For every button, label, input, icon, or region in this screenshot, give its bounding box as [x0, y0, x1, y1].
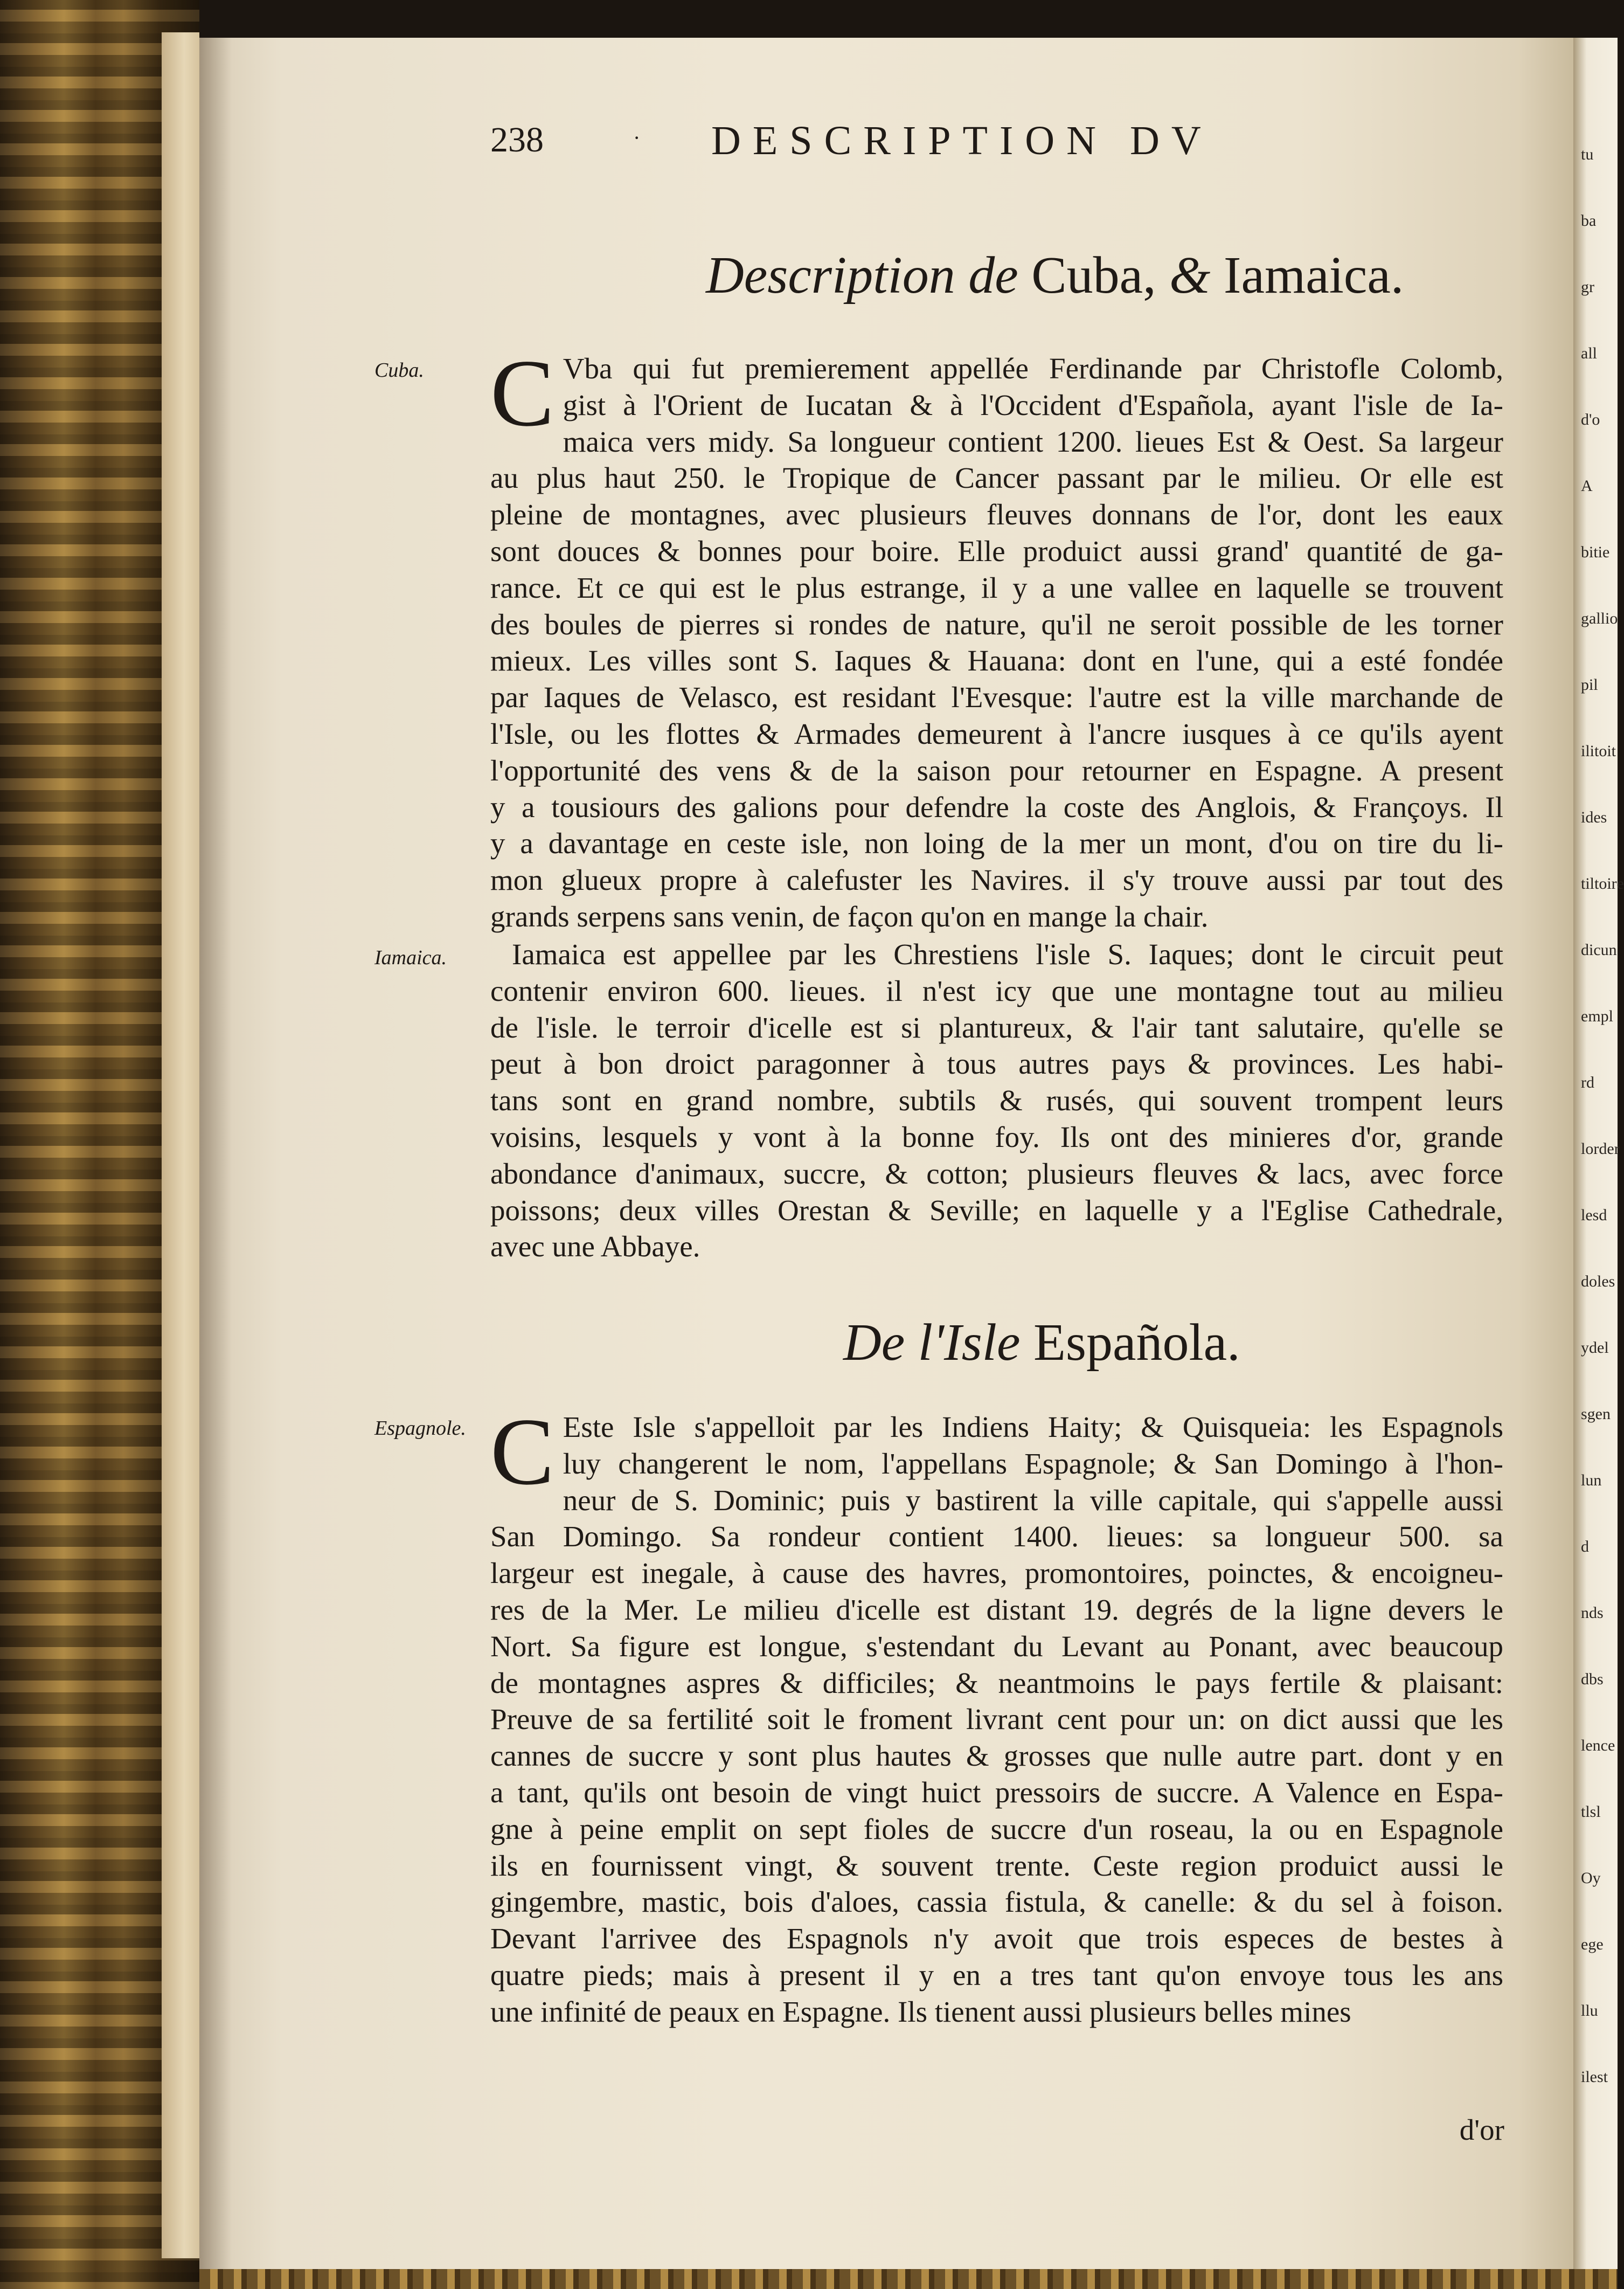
text-line: a tant, qu'ils ont besoin de vingt huict pressoirs de succre. A Valence en Espa- — [490, 1775, 1503, 1809]
text-line: neur de S. Dominic; puis y bastirent la ville capitale, qui s'appelle aussi — [563, 1483, 1503, 1517]
text-line: Vba qui fut premierement appellée Ferdinande par Christofle Colomb, — [563, 352, 1503, 385]
text-line: ils en fournissent vingt, & souvent trente. Ceste region produict aussi le — [490, 1849, 1503, 1882]
margin-note-cuba: Cuba. — [374, 359, 424, 382]
text-line: gist à l'Orient de Iucatan & à l'Occident d'Española, ayant l'isle de Ia- — [563, 388, 1503, 421]
facing-page-fragment: A — [1581, 477, 1593, 495]
text-line: Preuve de sa fertilité soit le froment livrant cent pour un: on dict aussi que les — [490, 1703, 1503, 1736]
facing-page-edge — [1573, 38, 1624, 2269]
text-line: de montagnes aspres & difficiles; & neantmoins le pays fertile & plaisant: — [490, 1666, 1503, 1699]
facing-page-fragment: sgen — [1581, 1405, 1611, 1423]
text-line: largeur est inegale, à cause des havres, promontoires, poinctes, & encoigneu- — [490, 1557, 1503, 1590]
facing-page-fragment: tu — [1581, 146, 1594, 163]
facing-page-fragment: nds — [1581, 1604, 1604, 1622]
drop-cap: C — [490, 340, 554, 446]
facing-page-fragment: ba — [1581, 212, 1597, 230]
text-line: l'Isle, ou les flottes & Armades demeurent à l'ancre iusques à ce qu'ils ayent — [490, 717, 1503, 750]
section-title-amp: & — [1169, 246, 1211, 305]
text-line: rance. Et ce qui est le plus estrange, il y a une vallee en laquelle se trouvent — [490, 571, 1503, 604]
text-line: luy changerent le nom, l'appellans Espagnole; & San Domingo à l'hon- — [563, 1447, 1503, 1480]
facing-page-fragment: lun — [1581, 1471, 1602, 1489]
section-title-espanola — [843, 1312, 1240, 1373]
facing-page-fragment: dbs — [1581, 1670, 1604, 1688]
header-dot: · — [633, 126, 641, 150]
facing-page-fragment: bitie — [1581, 543, 1610, 561]
facing-page-fragment: d — [1581, 1538, 1589, 1555]
facing-page-fragment: pil — [1581, 676, 1598, 694]
text-line: Devant l'arrivee des Espagnols n'y avoit que trois especes de bestes à — [490, 1922, 1503, 1955]
text-line: peut à bon droict paragonner à tous autres pays & provinces. Les habi- — [490, 1047, 1503, 1081]
paragraph-cuba — [490, 340, 1503, 935]
catchword: d'or — [1459, 2113, 1504, 2146]
facing-page-fragment: llu — [1581, 2002, 1598, 2020]
text-line: l'opportunité des vens & de la saison pour retourner en Espagne. A present — [490, 753, 1503, 787]
paragraph-espanola — [490, 1398, 1503, 2030]
text-line: avec une Abbaye. — [490, 1230, 700, 1263]
facing-page-fragment: lesd — [1581, 1206, 1607, 1224]
text-line: res de la Mer. Le milieu d'icelle est distant 19. degrés de la ligne devers le — [490, 1593, 1503, 1626]
facing-page-fragment: lence — [1581, 1737, 1615, 1754]
text-line: des boules de pierres si rondes de nature, qu'il ne seroit possible de les torner — [490, 607, 1503, 641]
facing-page-fragment: lorder — [1581, 1140, 1620, 1158]
text-line: tans sont en grand nombre, subtils & rusés, qui souvent trompent leurs — [490, 1084, 1503, 1117]
text-line: au plus haut 250. le Tropique de Cancer passant par le milieu. Or elle est — [490, 461, 1503, 495]
text-line: mon glueux propre à calefuster les Navires. il s'y trouve aussi par tout des — [490, 863, 1503, 897]
text-line: voisins, lesquels y vont à la bonne foy. Ils ont des minieres d'or, grande — [490, 1120, 1503, 1153]
facing-page-fragment: ilest — [1581, 2068, 1608, 2086]
text-line: y a tousiours des galions pour defendre la coste des Anglois, & Françoys. Il — [490, 790, 1503, 824]
text-line: mieux. Les villes sont S. Iaques & Hauana: dont en l'une, qui a esté fondée — [490, 644, 1503, 677]
text-line: gne à peine emplit on sept fioles de succre d'un roseau, la ou en Espagnole — [490, 1812, 1503, 1845]
facing-page-fragment: gr — [1581, 278, 1594, 296]
facing-page-fragment: ilitoit — [1581, 742, 1616, 760]
page-block-edge — [162, 32, 199, 2258]
text-line: quatre pieds; mais à present il y en a tres tant qu'on envoye tous les ans — [490, 1958, 1503, 1991]
running-title: DESCRIPTION DV — [711, 118, 1213, 163]
text-line: Iamaica est appellee par les Chrestiens l'isle S. Iaques; dont le circuit peut — [512, 938, 1503, 971]
section-title-end: Iamaica. — [1223, 246, 1404, 305]
section-title-italic: Description de — [706, 246, 1018, 305]
facing-page-fragment: ege — [1581, 1935, 1604, 1953]
facing-page-fragment: d'o — [1581, 411, 1600, 428]
text-line: maica vers midy. Sa longueur contient 1200. lieues Est & Oest. Sa largeur — [563, 425, 1503, 458]
text-line: Este Isle s'appelloit par les Indiens Haity; & Quisqueia: les Espagnols — [563, 1410, 1503, 1443]
facing-page-fragment: doles — [1581, 1273, 1615, 1290]
text-line: cannes de succre y sont plus hautes & grosses que nulle autre part. dont y en — [490, 1739, 1503, 1773]
facing-page-fragment: dicun — [1581, 941, 1617, 959]
text-line: par Iaques de Velasco, est residant l'Evesque: l'autre est la ville marchande de — [490, 681, 1503, 714]
text-line: y a davantage en ceste isle, non loing de la mer un mont, d'ou on tire du li- — [490, 827, 1503, 860]
text-line: contenir environ 600. lieues. il n'est icy que une montagne tout au milieu — [490, 974, 1503, 1007]
text-line: une infinité de peaux en Espagne. Ils tienent aussi plusieurs belles mines — [490, 1995, 1351, 2028]
facing-page-fragment: ides — [1581, 808, 1607, 826]
margin-note-iamaica: Iamaica. — [374, 946, 447, 969]
section-title-italic: De l'Isle — [843, 1313, 1021, 1372]
drop-cap: C — [490, 1398, 554, 1505]
text-line: poissons; deux villes Orestan & Seville; en laquelle y a l'Eglise Cathedrale, — [490, 1193, 1503, 1227]
text-line: San Domingo. Sa rondeur contient 1400. lieues: sa longueur 500. sa — [490, 1520, 1503, 1553]
section-title-roman: Española. — [1033, 1313, 1240, 1372]
facing-page-fragment: gallio — [1581, 610, 1618, 627]
facing-page-fragment: empl — [1581, 1007, 1613, 1025]
page-number: 238 — [490, 120, 544, 160]
facing-page-fragment: tiltoire — [1581, 875, 1624, 893]
text-line: de l'isle. le terroir d'icelle est si plantureux, & l'air tant salutaire, qu'elle se — [490, 1011, 1503, 1044]
facing-page-fragment: Oy — [1581, 1869, 1601, 1887]
paragraph-iamaica — [490, 936, 1503, 1265]
margin-note-espagnole: Espagnole. — [374, 1417, 466, 1440]
facing-page-fragment: tlsl — [1581, 1803, 1601, 1821]
section-title-cuba — [706, 245, 1404, 306]
text-line: gingembre, mastic, bois d'aloes, cassia fistula, & canelle: & du sel à foison. — [490, 1885, 1503, 1919]
text-line: abondance d'animaux, succre, & cotton; plusieurs fleuves & lacs, avec force — [490, 1157, 1503, 1190]
text-line: pleine de montagnes, avec plusieurs fleuves donnans de l'or, dont les eaux — [490, 498, 1503, 531]
bottom-gilt-edge — [199, 2269, 1618, 2289]
gutter-shadow — [199, 38, 232, 2269]
text-line: sont douces & bonnes pour boire. Elle produict aussi grand' quantité de ga- — [490, 534, 1503, 568]
section-title-roman: Cuba, — [1031, 246, 1156, 305]
text-line: Nort. Sa figure est longue, s'estendant du Levant au Ponant, avec beaucoup — [490, 1629, 1503, 1663]
text-line: grands serpens sans venin, de façon qu'on en mange la chair. — [490, 900, 1209, 933]
facing-page-fragment: ydel — [1581, 1339, 1609, 1357]
facing-page-fragment: all — [1581, 344, 1597, 362]
facing-page-fragment: rd — [1581, 1074, 1594, 1091]
